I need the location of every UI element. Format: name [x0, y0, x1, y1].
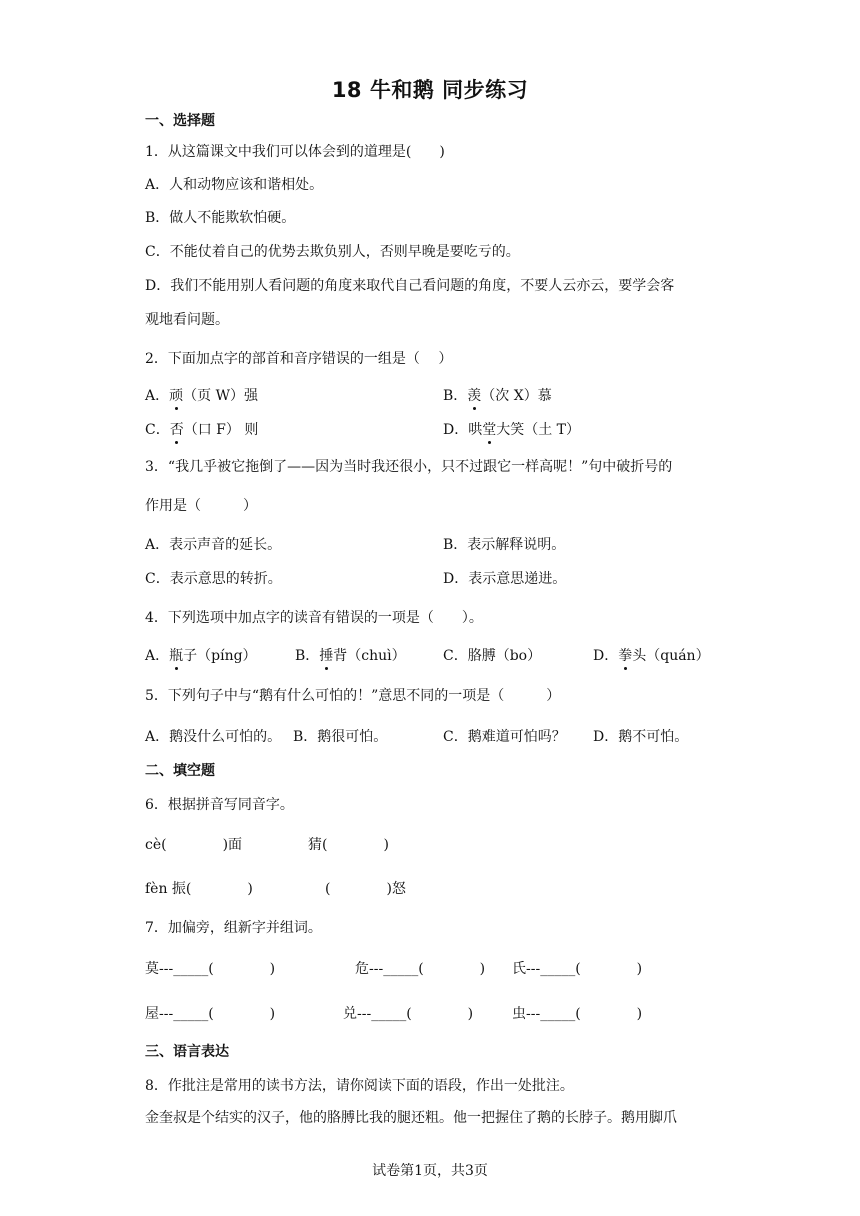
question-2-option-b: B．羡（次 X）慕	[443, 388, 552, 404]
dotted-char: 捶	[319, 648, 334, 664]
question-3-option-c: C．表示意思的转折。	[145, 571, 282, 587]
question-1-option-d-line1: D．我们不能用别人看问题的角度来取代自己看问题的角度，不要人云亦云，要学会客	[145, 278, 675, 294]
question-2-option-d: D．哄堂大笑（土 T）	[443, 422, 581, 438]
dotted-char: 拳	[618, 648, 633, 664]
question-5-option-b: B．鹅很可怕。	[293, 729, 388, 745]
dotted-char: 羡	[467, 388, 482, 404]
question-3-stem-line1: 3．“我几乎被它拖倒了——因为当时我还很小，只不过跟它一样高呢！”句中破折号的	[145, 459, 673, 475]
question-3-option-a: A．表示声音的延长。	[145, 537, 282, 553]
question-7-blank-3: 氏---_____( )	[512, 961, 643, 977]
question-6-stem: 6．根据拼音写同音字。	[145, 797, 294, 813]
question-8-passage: 金奎叔是个结实的汉子，他的胳膊比我的腿还粗。他一把握住了鹅的长脖子。鹅用脚爪	[145, 1110, 677, 1126]
question-4-option-b: B．捶背（chuì）	[295, 648, 406, 664]
question-4-option-a: A．瓶子（píng）	[145, 648, 257, 664]
page-title: 18 牛和鹅 同步练习	[331, 78, 529, 102]
question-2-option-a: A．顽（页 W）强	[145, 388, 258, 404]
question-7-blank-5: 兑---_____( )	[343, 1006, 474, 1022]
question-1-option-c: C．不能仗着自己的优势去欺负别人，否则早晚是要吃亏的。	[145, 244, 520, 260]
question-3-stem-line2: 作用是（ ）	[145, 498, 257, 514]
question-3-option-b: B．表示解释说明。	[443, 537, 566, 553]
question-1-stem: 1．从这篇课文中我们可以体会到的道理是( )	[145, 144, 445, 160]
question-5-option-a: A．鹅没什么可怕的。	[145, 729, 282, 745]
question-5-option-d: D．鹅不可怕。	[593, 729, 689, 745]
dotted-char: 瓶	[169, 648, 184, 664]
question-6-blank-2: 猜( )	[308, 837, 389, 853]
question-3-option-d: D．表示意思递进。	[443, 571, 567, 587]
question-7-blank-1: 莫---_____( )	[145, 961, 276, 977]
question-7-blank-4: 屋---_____( )	[145, 1006, 276, 1022]
dotted-char: 堂	[482, 422, 497, 438]
question-5-option-c: C．鹅难道可怕吗？	[443, 729, 566, 745]
section-heading-choice: 一、选择题	[145, 113, 215, 129]
question-1-option-a: A．人和动物应该和谐相处。	[145, 177, 324, 193]
dotted-char: 否	[169, 422, 184, 438]
question-4-stem: 4．下列选项中加点字的读音有错误的一项是（ ）。	[145, 610, 483, 626]
question-1-option-b: B．做人不能欺软怕硬。	[145, 210, 296, 226]
section-heading-fill: 二、填空题	[145, 763, 215, 779]
question-1-option-d-line2: 观地看问题。	[145, 312, 229, 328]
question-8-stem: 8．作批注是常用的读书方法，请你阅读下面的语段，作出一处批注。	[145, 1078, 574, 1094]
question-6-blank-3: fèn 振( )	[145, 881, 253, 897]
question-7-blank-6: 虫---_____( )	[512, 1006, 643, 1022]
question-7-blank-2: 危---_____( )	[355, 961, 486, 977]
question-6-blank-4: ( )怒	[325, 881, 406, 897]
question-2-stem: 2．下面加点字的部首和音序错误的一组是（ ）	[145, 351, 453, 367]
section-heading-expression: 三、语言表达	[145, 1044, 229, 1060]
question-5-stem: 5．下列句子中与“鹅有什么可怕的！”意思不同的一项是（ ）	[145, 688, 561, 704]
dotted-char: 顽	[169, 388, 184, 404]
page-footer: 试卷第1页，共3页	[372, 1163, 488, 1179]
question-2-option-c: C．否（口 F） 则	[145, 422, 259, 438]
question-4-option-c: C．胳膊（bo）	[443, 648, 542, 664]
question-7-stem: 7．加偏旁，组新字并组词。	[145, 920, 322, 936]
question-4-option-d: D．拳头（quán）	[593, 648, 710, 664]
question-6-blank-1: cè( )面	[145, 837, 243, 853]
